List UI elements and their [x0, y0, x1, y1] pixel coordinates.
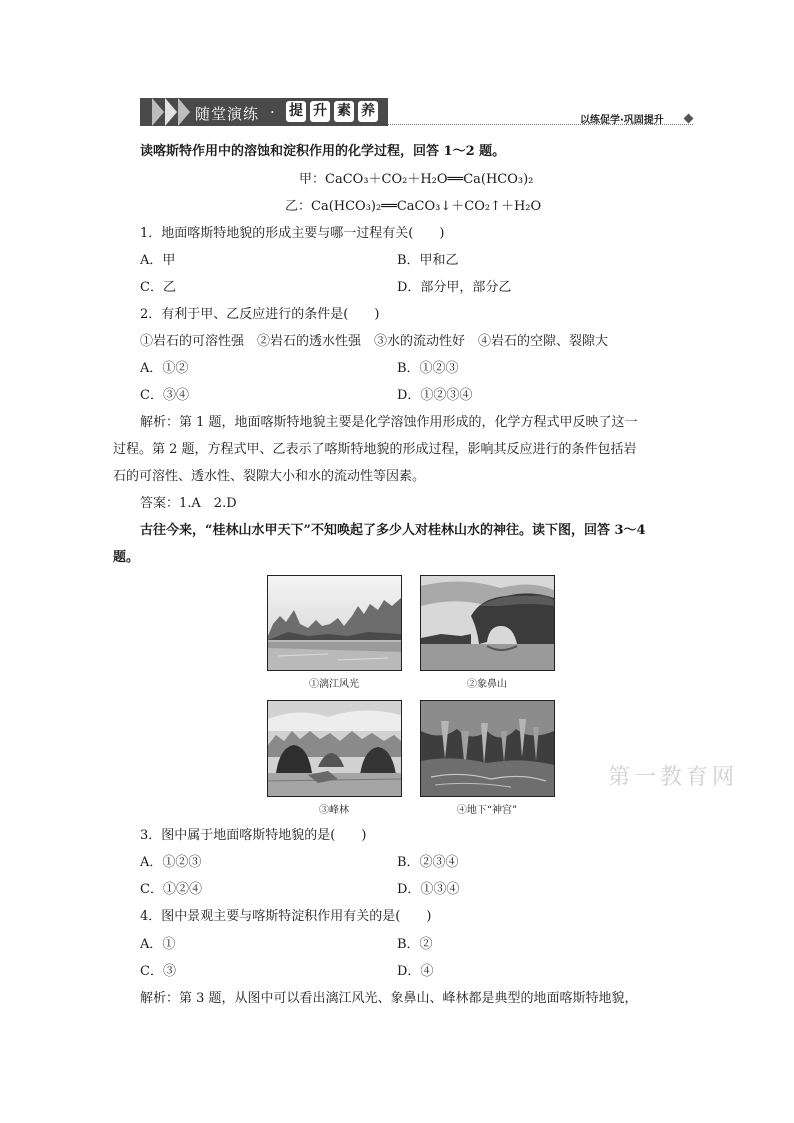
section-title-highlight: 素 [334, 101, 354, 122]
section-title-highlight: 升 [310, 101, 330, 122]
photo-caption: ①漓江风光 [309, 679, 359, 690]
equation-jia: 甲：CaCO₃＋CO₂＋H₂O══Ca(HCO₃)₂ [299, 172, 534, 187]
photo-lijiang [267, 575, 402, 671]
option-a[interactable]: A．① [140, 937, 176, 952]
photo-dixia-shengong [420, 700, 555, 797]
option-b[interactable]: B．①②③ [397, 361, 459, 376]
section-title-highlight: 养 [358, 101, 378, 122]
chevron-right-icon [178, 98, 190, 126]
section-title-highlight: 提 [286, 101, 306, 122]
condition-list: ①岩石的可溶性强 ②岩石的透水性强 ③水的流动性好 ④岩石的空隙、裂隙大 [140, 334, 609, 349]
chevron-right-icon [152, 98, 164, 126]
analysis-text: 解析：第 1 题，地面喀斯特地貌主要是化学溶蚀作用形成的，化学方程式甲反映了这一 [140, 415, 638, 430]
option-b[interactable]: B．甲和乙 [397, 253, 459, 268]
equation-yi: 乙：Ca(HCO₃)₂══CaCO₃↓＋CO₂↑＋H₂O [285, 199, 542, 214]
analysis-text: 石的可溶性、透水性、裂隙大小和水的流动性等因素。 [113, 469, 426, 484]
analysis-text: 解析：第 3 题，从图中可以看出漓江风光、象鼻山、峰林都是典型的地面喀斯特地貌， [140, 991, 638, 1006]
option-c[interactable]: C．③④ [140, 388, 189, 403]
option-c[interactable]: C．①②④ [140, 882, 202, 897]
photo-xiangbishan [420, 575, 555, 671]
question-stem: 3．图中属于地面喀斯特地貌的是( ) [140, 828, 367, 843]
section-title-separator: · [270, 103, 275, 121]
section-title: 随堂演练 [195, 105, 260, 123]
watermark: 第一教育网 [608, 765, 739, 790]
question-intro: 古往今来，“桂林山水甲天下”不知唤起了多少人对桂林山水的神往。读下图，回答 3～4 [140, 523, 646, 538]
question-stem: 1．地面喀斯特地貌的形成主要与哪一过程有关( ) [140, 226, 445, 241]
photo-fenglin [267, 700, 402, 797]
option-b[interactable]: B．② [397, 937, 433, 952]
photo-caption: ④地下“神宫” [456, 805, 518, 816]
option-a[interactable]: A．甲 [140, 253, 176, 268]
option-c[interactable]: C．乙 [140, 280, 176, 295]
option-d[interactable]: D．部分甲，部分乙 [397, 280, 512, 295]
option-a[interactable]: A．①②③ [140, 855, 202, 870]
option-b[interactable]: B．②③④ [397, 855, 459, 870]
question-stem: 4．图中景观主要与喀斯特淀积作用有关的是( ) [140, 909, 432, 924]
diamond-icon [684, 114, 694, 124]
option-a[interactable]: A．①② [140, 361, 189, 376]
question-intro: 读喀斯特作用中的溶蚀和淀积作用的化学过程，回答 1～2 题。 [140, 144, 506, 159]
answer-text: 答案：1.A 2.D [140, 496, 237, 511]
photo-caption: ②象鼻山 [467, 679, 507, 690]
option-d[interactable]: D．④ [397, 964, 434, 979]
option-c[interactable]: C．③ [140, 964, 176, 979]
header-slogan: 以练促学·巩固提升 [580, 115, 664, 126]
option-d[interactable]: D．①③④ [397, 882, 460, 897]
photo-caption: ③峰林 [319, 805, 349, 816]
analysis-text: 过程。第 2 题，方程式甲、乙表示了喀斯特地貌的形成过程，影响其反应进行的条件包括岩 [113, 442, 637, 457]
option-d[interactable]: D．①②③④ [397, 388, 473, 403]
chevron-right-icon [165, 98, 177, 126]
question-intro: 题。 [113, 550, 140, 565]
question-stem: 2．有利于甲、乙反应进行的条件是( ) [140, 307, 380, 322]
